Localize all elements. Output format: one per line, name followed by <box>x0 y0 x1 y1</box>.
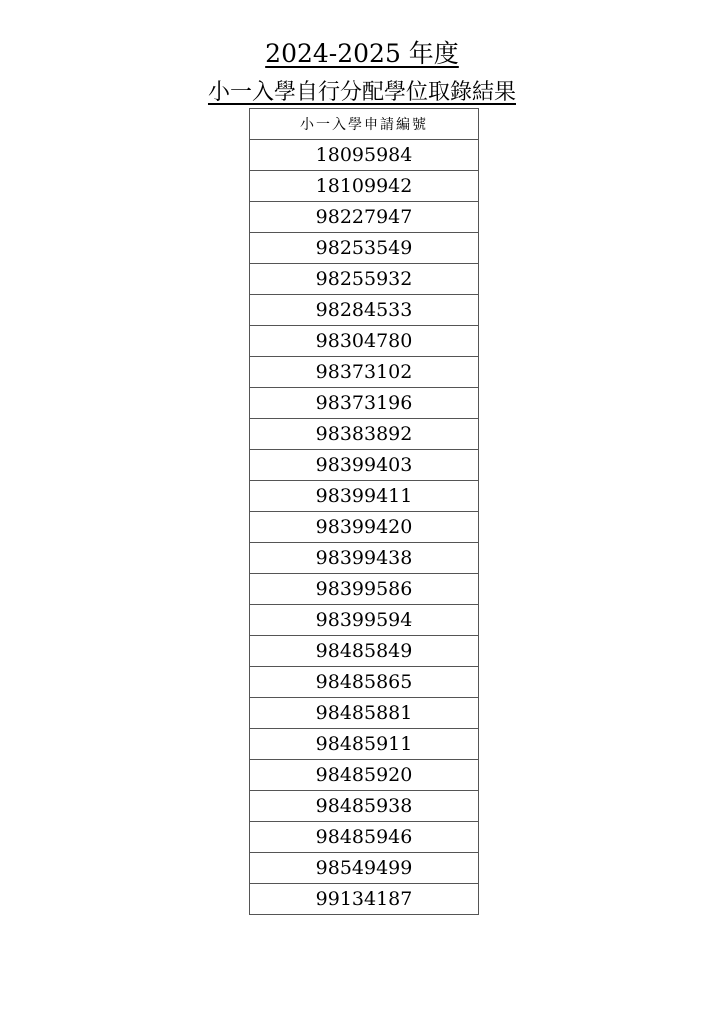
application-number-cell: 98373102 <box>250 357 479 388</box>
table-row <box>250 233 479 264</box>
application-number-cell: 98485938 <box>250 791 479 822</box>
table-row <box>250 760 479 791</box>
application-number-cell: 98399403 <box>250 450 479 481</box>
application-number-cell: 98284533 <box>250 295 479 326</box>
application-number-cell: 98485881 <box>250 698 479 729</box>
application-number-cell: 98485911 <box>250 729 479 760</box>
table-row <box>250 884 479 915</box>
application-number-cell: 98399594 <box>250 605 479 636</box>
table-body <box>250 140 479 915</box>
table-row <box>250 326 479 357</box>
table-row <box>250 574 479 605</box>
table-row <box>250 264 479 295</box>
application-number-cell: 18109942 <box>250 171 479 202</box>
application-number-cell: 98304780 <box>250 326 479 357</box>
application-number-cell: 98485920 <box>250 760 479 791</box>
application-number-cell: 98253549 <box>250 233 479 264</box>
application-number-cell: 98399586 <box>250 574 479 605</box>
application-number-cell: 99134187 <box>250 884 479 915</box>
table-row <box>250 791 479 822</box>
application-number-cell: 98399420 <box>250 512 479 543</box>
year-title: 2024-2025 年度 <box>265 39 459 68</box>
table-header-row <box>250 109 479 140</box>
table-row <box>250 450 479 481</box>
application-number-cell: 98485946 <box>250 822 479 853</box>
table-row <box>250 140 479 171</box>
table-row <box>250 667 479 698</box>
application-number-cell: 98227947 <box>250 202 479 233</box>
table-row <box>250 636 479 667</box>
table-row <box>250 202 479 233</box>
application-number-cell: 18095984 <box>250 140 479 171</box>
table-row <box>250 481 479 512</box>
application-number-cell: 98549499 <box>250 853 479 884</box>
application-number-cell: 98485865 <box>250 667 479 698</box>
document-title: 小一入學自行分配學位取錄結果 <box>207 80 516 105</box>
application-number-cell: 98383892 <box>250 419 479 450</box>
table-row <box>250 388 479 419</box>
application-number-cell: 98485849 <box>250 636 479 667</box>
table-row <box>250 512 479 543</box>
results-table <box>249 108 479 915</box>
table-row <box>250 822 479 853</box>
table-row <box>250 171 479 202</box>
application-number-cell: 98399438 <box>250 543 479 574</box>
table-row <box>250 357 479 388</box>
table-row <box>250 419 479 450</box>
table-row <box>250 295 479 326</box>
table-row <box>250 605 479 636</box>
table-row <box>250 729 479 760</box>
table-row <box>250 698 479 729</box>
application-number-cell: 98255932 <box>250 264 479 295</box>
application-number-cell: 98399411 <box>250 481 479 512</box>
table-row <box>250 543 479 574</box>
application-number-cell: 98373196 <box>250 388 479 419</box>
column-header-application-number: 小一入學申請編號 <box>250 109 479 140</box>
table-head <box>250 109 479 140</box>
table-row <box>250 853 479 884</box>
